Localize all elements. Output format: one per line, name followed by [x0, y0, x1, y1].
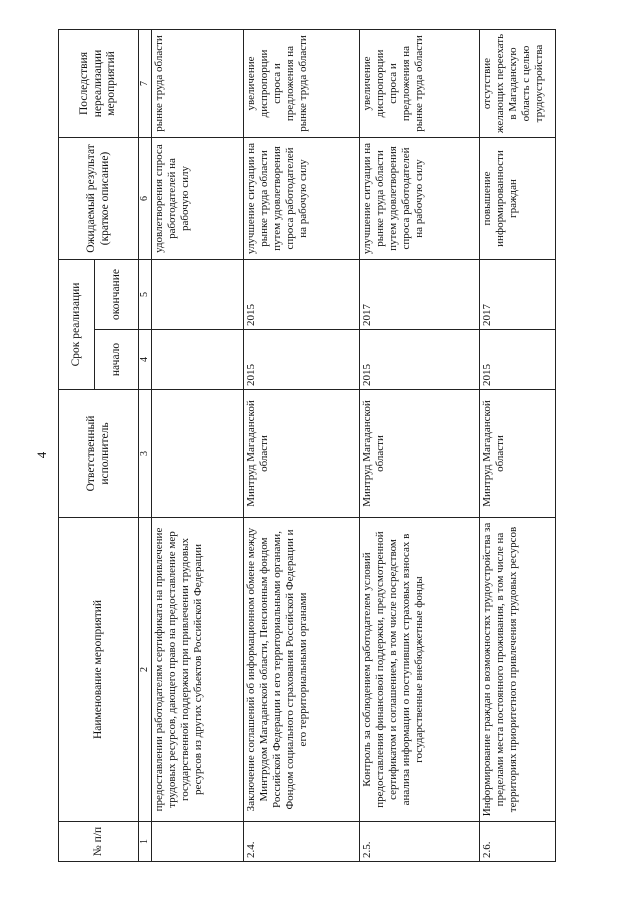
header-consequences: Последствия нереализации мероприятий [59, 30, 139, 138]
row-num [151, 822, 243, 862]
header-executor: Ответственный исполнитель [59, 390, 139, 518]
row-result: улучшение ситуации на рынке труда области путем удовлетворения спроса работодателей на рабочую силу [243, 138, 359, 260]
row-consequences: увеличение диспропорции спроса и предложения на рынке труда области [359, 30, 479, 138]
column-number: 3 [139, 390, 152, 518]
table-row [479, 30, 555, 862]
column-number: 6 [139, 138, 152, 260]
table-row [359, 30, 479, 862]
row-name: Информирование граждан о возможностях трудоустройства за пределами места постоянного проживания, в том числе на территориях приоритетного привлечения трудовых ресурсов [479, 518, 555, 822]
header-name: Наименование мероприятий [59, 518, 139, 822]
row-start [151, 330, 243, 390]
column-number: 2 [139, 518, 152, 822]
row-num: 2.4. [243, 822, 359, 862]
row-name: предоставлении работодателям сертификата на привлечение трудовых ресурсов, дающего право на предоставление мер государственной поддержки при привлечении трудовых ресурсов из других субъектов Российской Федерации [151, 518, 243, 822]
header-period: Срок реализации [59, 260, 95, 390]
row-name: Заключение соглашений об информационном обмене между Минтрудом Магаданской области, Пенсионным фондом Российской Федерации и его территориальными органами, Фондом социального страхования Российской Федерации и его территориальными органами [243, 518, 359, 822]
row-executor: Минтруд Магаданской области [243, 390, 359, 518]
row-consequences: рынке труда области [151, 30, 243, 138]
row-start: 2015 [359, 330, 479, 390]
page-number: 4 [34, 451, 49, 459]
row-executor: Минтруд Магаданской области [479, 390, 555, 518]
row-result: улучшение ситуации на рынке труда области путем удовлетворения спроса работодателей на рабочую силу [359, 138, 479, 260]
row-num: 2.5. [359, 822, 479, 862]
header-result: Ожидаемый результат (краткое описание) [59, 138, 139, 260]
row-consequences: увеличение диспропорции спроса и предложения на рынке труда области [243, 30, 359, 138]
header-num: № п/п [59, 822, 139, 862]
row-result: удовлетворения спроса работодателей на рабочую силу [151, 138, 243, 260]
row-num: 2.6. [479, 822, 555, 862]
column-number: 5 [139, 260, 152, 330]
column-number: 7 [139, 30, 152, 138]
header-start: начало [95, 330, 139, 390]
table-row [243, 30, 359, 862]
table-row [151, 30, 243, 862]
row-executor [151, 390, 243, 518]
row-end [151, 260, 243, 330]
row-consequences: отсутствие желающих переехать в Магаданскую область с целью трудоустройства [479, 30, 555, 138]
header-end: окончание [95, 260, 139, 330]
row-end: 2017 [479, 260, 555, 330]
row-result: повышение информированности граждан [479, 138, 555, 260]
row-name: Контроль за соблюдением работодателем условий предоставления финансовой поддержки, предусмотренной сертификатом и соглашением, в том числе посредством анализа информации о поступивших страховых взносах в государственные внебюджетные фонды [359, 518, 479, 822]
rotated-table-container [58, 30, 556, 862]
column-number: 1 [139, 822, 152, 862]
row-end: 2017 [359, 260, 479, 330]
row-start: 2015 [479, 330, 555, 390]
row-start: 2015 [243, 330, 359, 390]
row-end: 2015 [243, 260, 359, 330]
measures-table [58, 29, 556, 862]
column-number: 4 [139, 330, 152, 390]
row-executor: Минтруд Магаданской области [359, 390, 479, 518]
